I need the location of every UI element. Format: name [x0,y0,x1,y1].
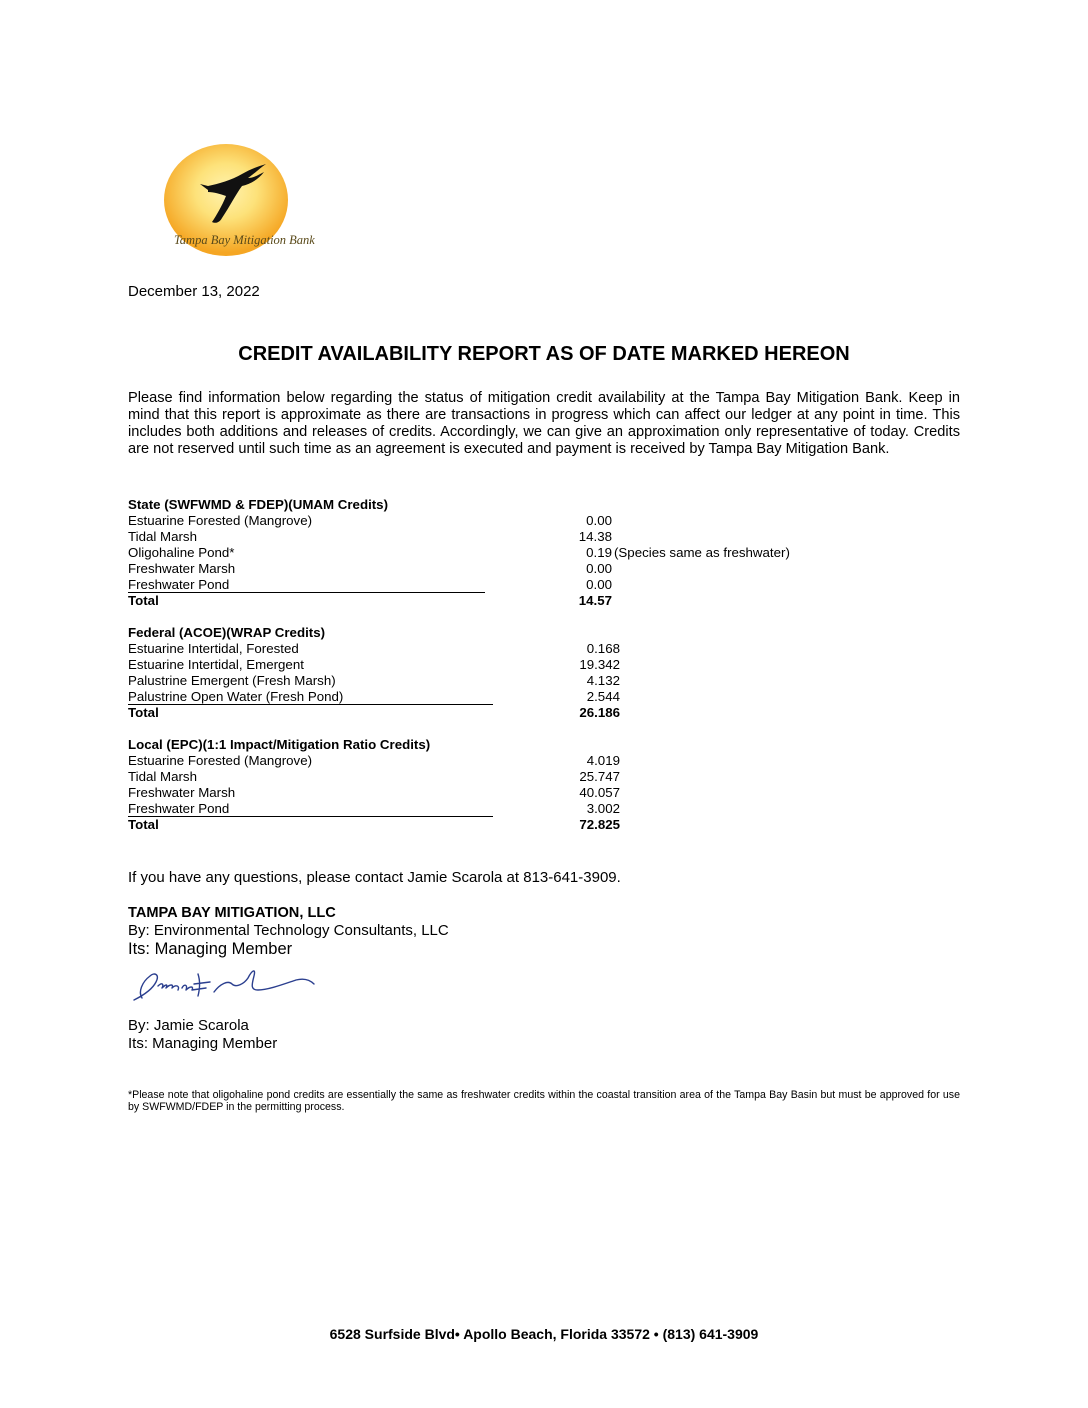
credit-row [128,545,790,561]
credit-value: 0.00 [586,561,612,576]
credit-row [128,641,728,657]
credit-value: 2.544 [586,689,620,704]
credit-label: Estuarine Intertidal, Forested [128,641,299,656]
footer-address: 6528 Surfside Blvd• Apollo Beach, Florida 33572 • (813) 641-3909 [329,1326,759,1342]
credit-value: 40.057 [579,785,620,800]
credit-row [128,689,728,705]
credit-note: (Species same as freshwater) [614,545,790,560]
total-value: 14.57 [578,593,612,608]
credit-value: 4.019 [586,753,620,768]
credit-value: 14.38 [578,529,612,544]
its-line-signer: Its: Managing Member [128,1035,278,1052]
credit-label: Palustrine Emergent (Fresh Marsh) [128,673,336,688]
report-date: December 13, 2022 [128,283,260,300]
credit-value: 0.00 [586,577,612,592]
total-row [128,817,728,833]
credit-label: Freshwater Marsh [128,561,236,576]
credit-row [128,513,728,529]
credit-label: Oligohaline Pond* [128,545,235,560]
state-credits-section [128,497,790,609]
total-label: Total [128,593,159,608]
credit-row [128,577,728,593]
total-row [128,705,728,721]
total-value: 26.186 [579,705,620,720]
its-line-company: Its: Managing Member [128,940,293,958]
logo-text: Tampa Bay Mitigation Bank [174,233,315,247]
credit-row [128,785,728,801]
intro-paragraph: Please find information below regarding the status of mitigation credit availability at the Tampa Bay Mitigation Bank. Keep in mind that this report is approximate as there are transactions in progress which can affect our ledger at any point in time. This includes both additions and releases of credits. Accordingly, we can give an approximation only representative of today. Credits are not reserved until such time as an agreement is executed and payment is received by Tampa Bay Mitigation Bank. [128,390,960,457]
company-name: TAMPA BAY MITIGATION, LLC [128,905,336,921]
credit-value: 19.342 [579,657,620,672]
credit-value: 25.747 [579,769,620,784]
credit-label: Estuarine Intertidal, Emergent [128,657,304,672]
credit-label: Freshwater Marsh [128,785,236,800]
handwritten-signature [128,962,320,1004]
credit-label: Estuarine Forested (Mangrove) [128,753,313,768]
tampa-bay-mitigation-bank-logo [156,144,352,266]
credit-value: 0.168 [586,641,620,656]
credit-label: Palustrine Open Water (Fresh Pond) [128,689,344,704]
credit-row [128,673,728,689]
credit-label: Estuarine Forested (Mangrove) [128,513,313,528]
federal-credits-section [128,625,728,721]
credit-row [128,801,728,817]
credit-row [128,769,728,785]
page-title: CREDIT AVAILABILITY REPORT AS OF DATE MARKED HEREON [238,343,850,365]
total-row [128,593,728,609]
credit-value: 0.19 [586,545,612,560]
by-line-signer: By: Jamie Scarola [128,1017,249,1034]
contact-sentence: If you have any questions, please contact Jamie Scarola at 813-641-3909. [128,869,621,886]
total-value: 72.825 [579,817,620,832]
credit-label: Tidal Marsh [128,769,197,784]
local-credits-section [128,737,728,833]
total-label: Total [128,705,159,720]
credit-label: Freshwater Pond [128,577,230,592]
total-label: Total [128,817,159,832]
credit-row [128,657,728,673]
federal-credits-header: Federal (ACOE)(WRAP Credits) [128,625,326,640]
credit-label: Tidal Marsh [128,529,197,544]
credit-row [128,753,728,769]
footnote: *Please note that oligohaline pond credits are essentially the same as freshwater credits within the coastal transition area of the Tampa Bay Basin but must be approved for use by SWFWMD/FDEP in the permitting process. [128,1089,960,1113]
credit-value: 3.002 [586,801,620,816]
credit-row [128,561,728,577]
by-line-company: By: Environmental Technology Consultants, LLC [128,922,449,939]
state-credits-header: State (SWFWMD & FDEP)(UMAM Credits) [128,497,389,512]
credit-row [128,529,728,545]
credit-value: 4.132 [586,673,620,688]
local-credits-header: Local (EPC)(1:1 Impact/Mitigation Ratio Credits) [128,737,431,752]
credit-label: Freshwater Pond [128,801,230,816]
credit-value: 0.00 [586,513,612,528]
